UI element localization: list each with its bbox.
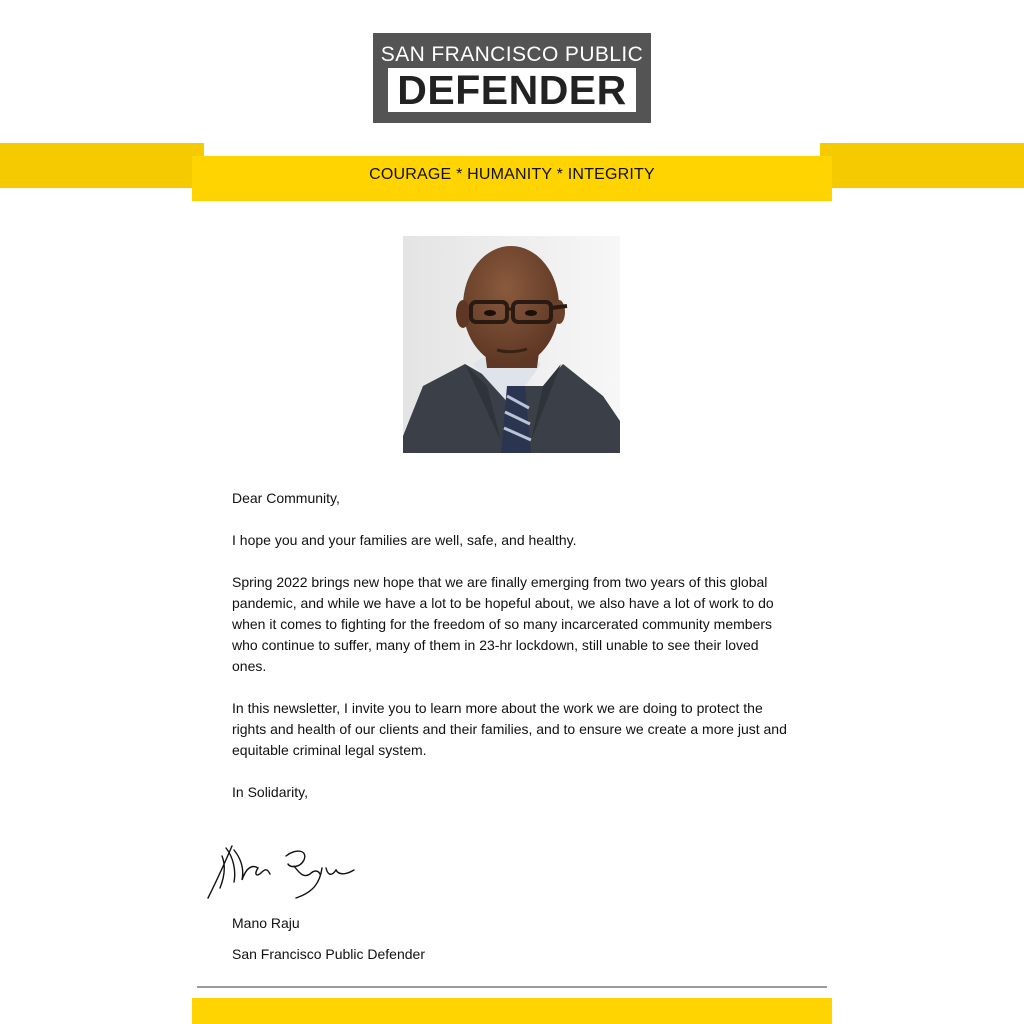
portrait-illustration bbox=[403, 236, 620, 453]
logo bbox=[373, 33, 651, 123]
letter-paragraph-2: Spring 2022 brings new hope that we are finally emerging from two years of this global pandemic, and while we have a lot to be hopeful about, we also have a lot of work to do when it comes to fighting for the freedom of so many incarcerated community members who continue to suffer, many of them in 23-hr lockdown, still unable to see their loved ones. bbox=[232, 574, 774, 674]
header-band-left bbox=[0, 143, 204, 188]
logo-line-2: DEFENDER bbox=[388, 68, 636, 112]
letter-closing: In Solidarity, bbox=[232, 784, 308, 800]
letter-body bbox=[232, 488, 792, 824]
logo-line-1: SAN FRANCISCO PUBLIC bbox=[380, 43, 644, 66]
signature-graphic bbox=[204, 838, 364, 904]
signer-title: San Francisco Public Defender bbox=[232, 946, 425, 962]
signer-name: Mano Raju bbox=[232, 915, 300, 931]
footer-divider bbox=[197, 986, 827, 988]
tagline-banner bbox=[192, 156, 832, 201]
letter-greeting: Dear Community, bbox=[232, 490, 340, 506]
handwritten-signature bbox=[204, 838, 364, 904]
portrait-photo bbox=[403, 236, 620, 453]
tagline-text: COURAGE * HUMANITY * INTEGRITY bbox=[369, 166, 655, 183]
footer-banner bbox=[192, 998, 832, 1024]
letter-paragraph-1: I hope you and your families are well, safe, and healthy. bbox=[232, 532, 577, 548]
header-band-right bbox=[820, 143, 1024, 188]
letter-paragraph-3: In this newsletter, I invite you to learn more about the work we are doing to protect the rights and health of our clients and their families, and to ensure we create a more just and equitable criminal legal system. bbox=[232, 700, 787, 758]
